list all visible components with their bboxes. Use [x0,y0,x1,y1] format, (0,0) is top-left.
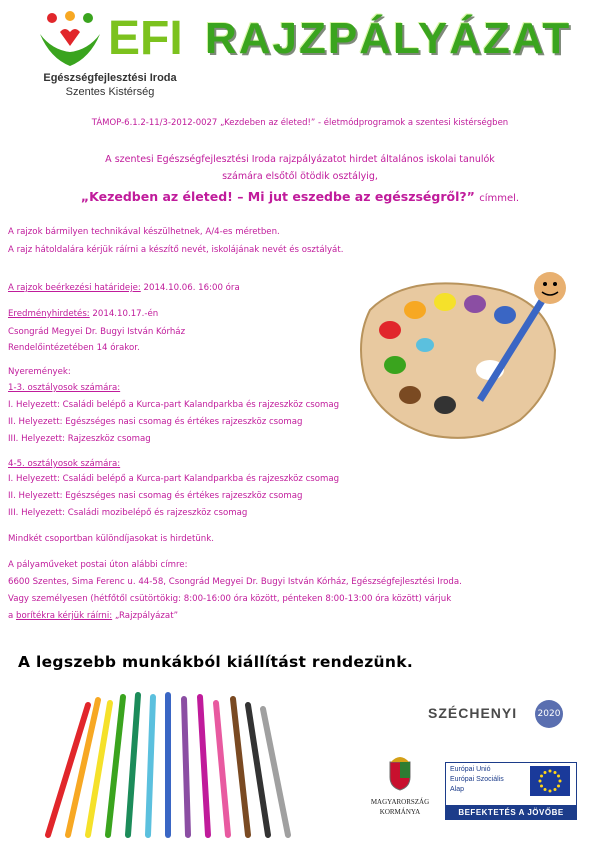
eu-flag-icon [530,766,570,796]
szechenyi-label: SZÉCHENYI [428,705,518,721]
submission-line-4b: borítékra kérjük ráírni: [16,611,113,621]
prizes-group2-heading: 4-5. osztályosok számára: [8,459,121,469]
gov-text-1: MAGYARORSZÁG [370,798,430,806]
logo-sub-name: Szentes Kistérség [65,86,155,98]
deadline [8,282,240,294]
headline-tail: címmel. [479,193,520,204]
project-line: TÁMOP-6.1.2-11/3-2012-0027 „Kezdeben az életed!” - életmódprogramok a szentesi kistérségben [91,118,509,128]
results-line-2: Csongrád Megyei Dr. Bugyi István Kórház [8,327,186,337]
exhibition-note: A legszebb munkákból kiállítást rendezünk. [18,653,414,671]
special-prize: Mindkét csoportban különdíjasokat is hirdetünk. [8,534,214,544]
prize-g2-1: I. Helyezett: Családi belépő a Kurca-part Kalandparkba és rajzeszköz csomag [8,474,340,484]
eu-text-3: Alap [450,786,465,793]
hungarian-coat-of-arms-icon [385,752,415,792]
results-line-1 [8,308,158,320]
rule-line-2: A rajz hátoldalára kérjük ráírni a készítő nevét, iskolájának nevét és osztályát. [8,245,344,255]
page-title: RAJZPÁLYÁZAT [205,14,572,63]
eu-text-2: Európai Szociális [450,776,504,783]
svg-text:EFI: EFI [108,12,183,65]
submission-line-3: Vagy személyesen (hétfőtől csütörtökig: 8:00-16:00 óra között, pénteken 8:00-13:00 óra között) várjuk [8,594,452,604]
headline [0,189,600,204]
submission-line-4a: a [8,611,16,621]
results-value: 2014.10.17.-én [89,309,159,319]
eu-text-1: Európai Unió [450,766,491,773]
deadline-label: A rajzok beérkezési határideje: [8,283,141,293]
prize-g1-1: I. Helyezett: Családi belépő a Kurca-part Kalandparkba és rajzeszköz csomag [8,400,340,410]
rule-line-1: A rajzok bármilyen technikával készülhetnek, A/4-es méretben. [8,227,280,237]
intro-line-1: A szentesi Egészségfejlesztési Iroda rajzpályázatot hirdet általános iskolai tanulók [105,154,495,165]
deadline-value: 2014.10.06. 16:00 óra [140,283,240,293]
prize-g2-3: III. Helyezett: Családi mozibelépő és rajzeszköz csomag [8,508,248,518]
prize-g1-2: II. Helyezett: Egészséges nasi csomag és értékes rajzeszköz csomag [8,417,303,427]
intro-line-2: számára elsőtől ötödik osztályig, [222,171,378,182]
paint-palette-illustration [350,270,585,450]
submission-line-1: A pályaműveket postai úton alábbi címre: [8,560,188,570]
prizes-group1-heading: 1-3. osztályosok számára: [8,383,121,393]
gov-text-2: KORMÁNYA [379,808,421,816]
prize-g2-2: II. Helyezett: Egészséges nasi csomag és értékes rajzeszköz csomag [8,491,303,501]
eu-slogan-bar: BEFEKTETÉS A JÖVŐBE [445,806,577,820]
submission-line-4c: „Rajzpályázat” [112,611,179,621]
results-line-3: Rendelőintézetében 14 órakor. [8,343,140,353]
prize-g1-3: III. Helyezett: Rajzeszköz csomag [8,434,151,444]
szechenyi-year-badge: 2020 [535,700,563,728]
colored-pencils-illustration [28,685,318,840]
results-label: Eredményhirdetés: [8,309,90,319]
submission-line-4 [8,610,178,622]
headline-text: „Kezedben az életed! – Mi jut eszedbe az egészségről?” [80,189,475,204]
submission-line-2: 6600 Szentes, Sima Ferenc u. 44-58, Csongrád Megyei Dr. Bugyi István Kórház, Egészségfejlesztési Iroda. [8,577,462,587]
prizes-heading: Nyeremények: [8,367,71,377]
logo-org-name: Egészségfejlesztési Iroda [43,72,177,84]
